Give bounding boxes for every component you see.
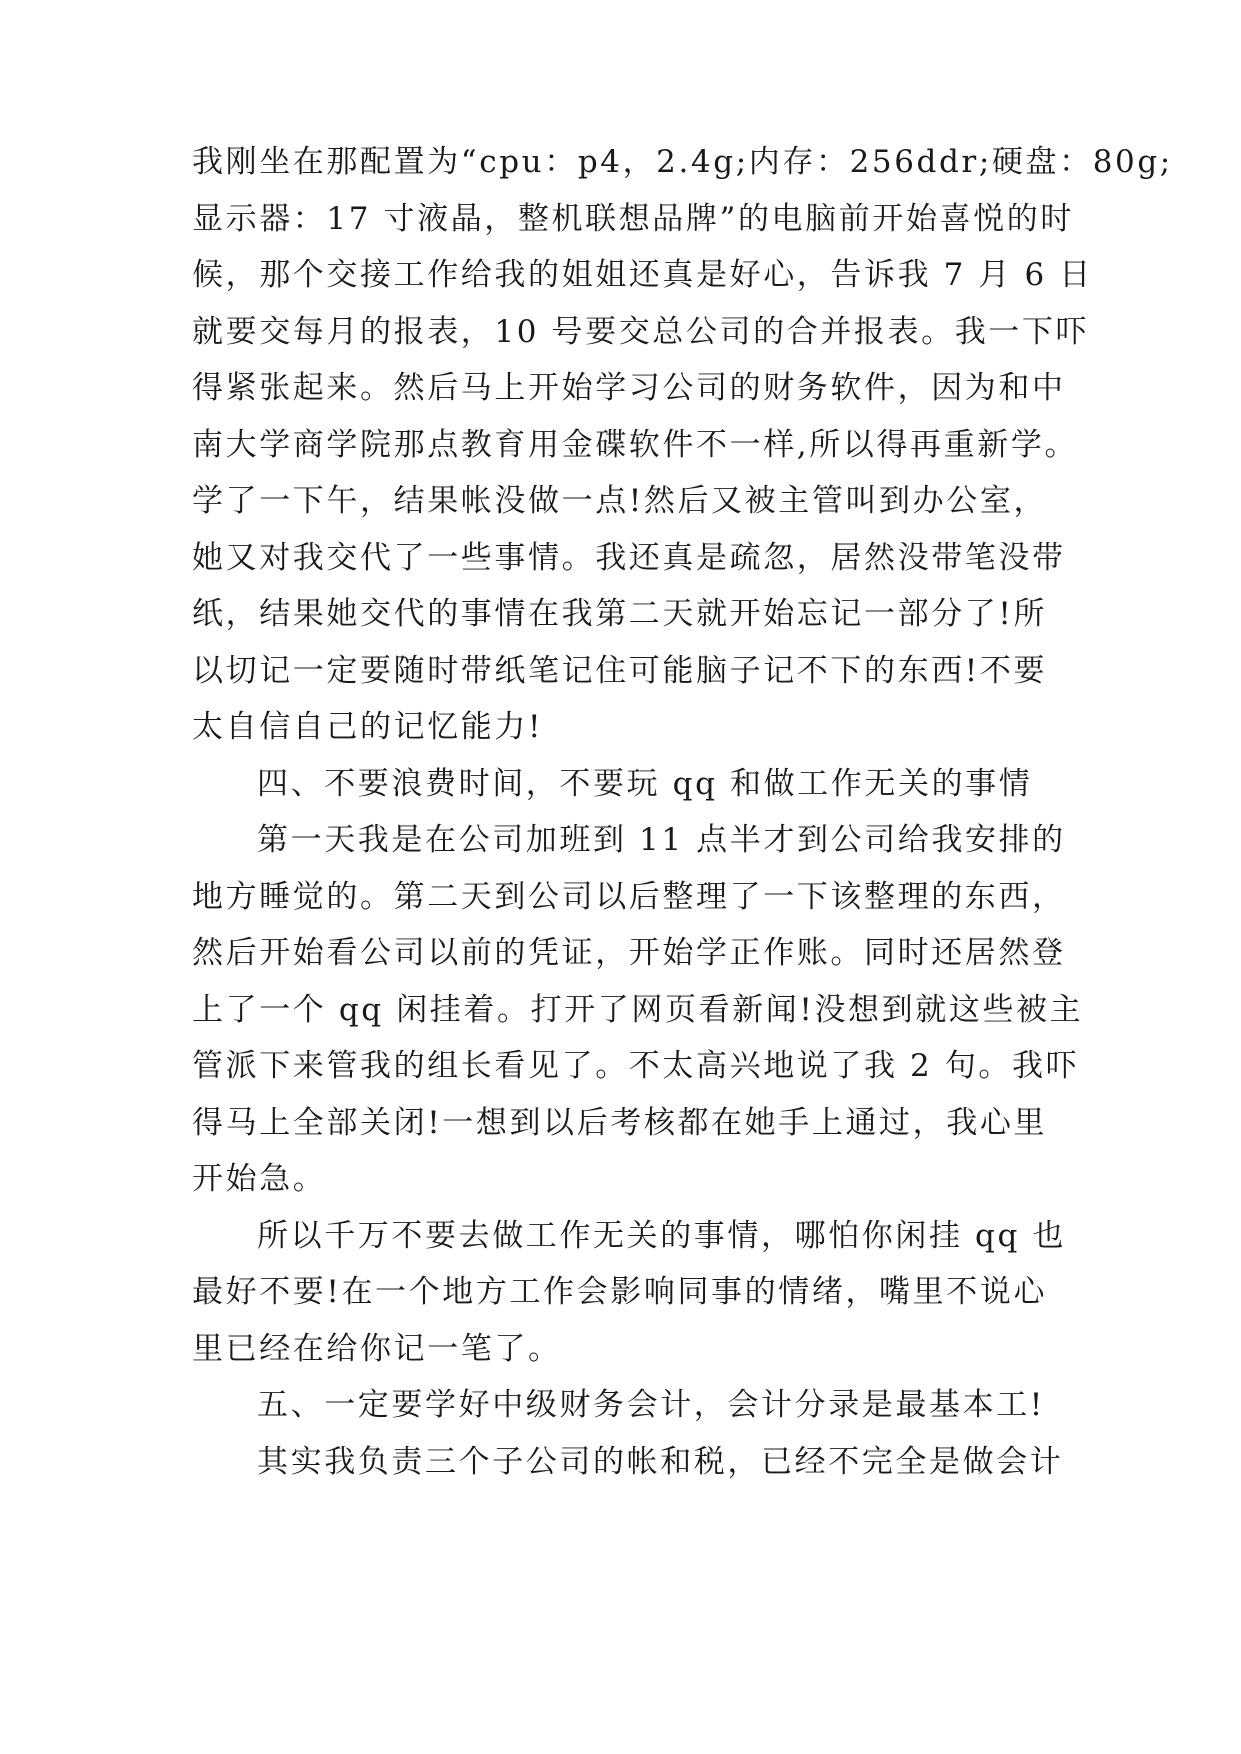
text-line: 学了一下午，结果帐没做一点!然后又被主管叫到办公室，	[192, 483, 1048, 519]
text-line: 最好不要!在一个地方工作会影响同事的情绪，嘴里不说心	[192, 1274, 1048, 1310]
paragraph-first-line: 其实我负责三个子公司的帐和税，已经不完全是做会计	[257, 1444, 1064, 1480]
paragraph-first-line: 所以千万不要去做工作无关的事情，哪怕你闲挂 qq 也	[257, 1218, 1066, 1254]
section-heading: 四、不要浪费时间，不要玩 qq 和做工作无关的事情	[257, 766, 1033, 802]
text-line: 南大学商学院那点教育用金碟软件不一样,所以得再重新学。	[192, 427, 1079, 463]
text-line: 地方睡觉的。第二天到公司以后整理了一下该整理的东西，	[192, 879, 1066, 915]
text-line: 开始急。	[192, 1161, 327, 1197]
text-line: 以切记一定要随时带纸笔记住可能脑子记不下的东西!不要	[192, 653, 1048, 689]
text-line: 显示器：17 寸液晶，整机联想品牌”的电脑前开始喜悦的时	[192, 201, 1074, 237]
text-line: 上了一个 qq 闲挂着。打开了网页看新闻!没想到就这些被主	[192, 992, 1084, 1028]
text-line: 候，那个交接工作给我的姐姐还真是好心，告诉我 7 月 6 日	[192, 257, 1093, 293]
text-line: 她又对我交代了一些事情。我还真是疏忽，居然没带笔没带	[192, 540, 1066, 576]
text-line: 我刚坐在那配置为“cpu：p4，2.4g;内存：256ddr;硬盘：80g;	[192, 144, 1173, 180]
text-line: 里已经在给你记一笔了。	[192, 1331, 562, 1367]
text-line: 就要交每月的报表，10 号要交总公司的合并报表。我一下吓	[192, 314, 1090, 350]
text-line: 然后开始看公司以前的凭证，开始学正作账。同时还居然登	[192, 935, 1066, 971]
text-line: 得紧张起来。然后马上开始学习公司的财务软件，因为和中	[192, 370, 1066, 406]
section-heading: 五、一定要学好中级财务会计，会计分录是最基本工!	[257, 1387, 1045, 1423]
text-line: 得马上全部关闭!一想到以后考核都在她手上通过，我心里	[192, 1105, 1048, 1141]
text-line: 管派下来管我的组长看见了。不太高兴地说了我 2 句。我吓	[192, 1048, 1080, 1084]
text-line: 太自信自己的记忆能力!	[192, 709, 544, 745]
paragraph-first-line: 第一天我是在公司加班到 11 点半才到公司给我安排的	[257, 822, 1066, 858]
text-line: 纸，结果她交代的事情在我第二天就开始忘记一部分了!所	[192, 596, 1048, 632]
